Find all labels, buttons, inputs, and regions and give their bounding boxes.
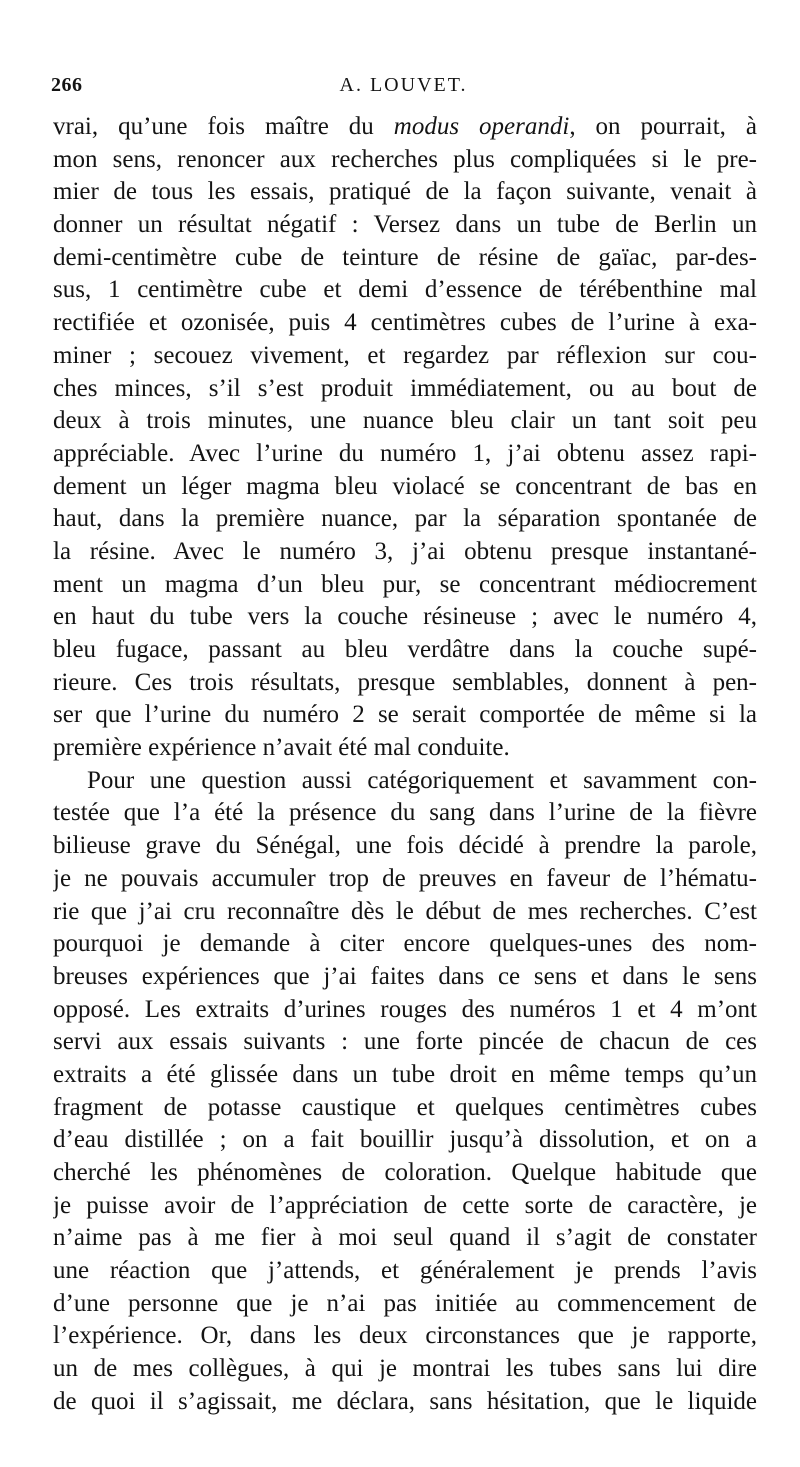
text-line: vrai, qu’une fois maître du modus operandi, on pourrait, à (53, 113, 757, 140)
page-header (51, 74, 756, 104)
text-line: je puisse avoir de l’appréciation de cette sorte de caractère, je (53, 1191, 757, 1219)
text-line: première expérience n’avait été mal conduite. (53, 734, 510, 762)
text-line: servi aux essais suivants : une forte pincée de chacun de ces (53, 1028, 757, 1056)
text-line: sus, 1 centimètre cube et demi d’essence de térébenthine mal (53, 276, 757, 304)
text-line: ser que l’urine du numéro 2 se serait comportée de même si la (53, 701, 757, 729)
text-line: rie que j’ai cru reconnaître dès le début de mes recherches. C’est (53, 897, 757, 925)
paragraph-1 (53, 111, 757, 765)
text-line: d’eau distillée ; on a fait bouillir jusqu’à dissolution, et on a (53, 1126, 757, 1154)
body-text (53, 111, 757, 1419)
text-line: rieure. Ces trois résultats, presque semblables, donnent à pen- (53, 668, 757, 696)
text-line: opposé. Les extraits d’urines rouges des numéros 1 et 4 m’ont (53, 995, 757, 1023)
text-line: n’aime pas à me fier à moi seul quand il s’agit de constater (53, 1224, 757, 1252)
text-line: ches minces, s’il s’est produit immédiatement, ou au bout de (53, 374, 757, 402)
text-line: deux à trois minutes, une nuance bleu clair un tant soit peu (53, 407, 757, 435)
text-line: bilieuse grave du Sénégal, une fois décidé à prendre la parole, (53, 832, 757, 860)
text-line: de quoi il s’agissait, me déclara, sans hésitation, que le liquide (53, 1387, 757, 1415)
paragraph-2 (53, 765, 757, 1419)
text-line: demi-centimètre cube de teinture de résine de gaïac, par-des- (53, 243, 757, 271)
text-line: dement un léger magma bleu violacé se concentrant de bas en (53, 472, 757, 500)
text-line: d’une personne que je n’ai pas initiée au commencement de (53, 1289, 757, 1317)
text-line: ment un magma d’un bleu pur, se concentrant médiocrement (53, 570, 757, 598)
text-line: cherché les phénomènes de coloration. Quelque habitude que (53, 1159, 757, 1186)
text-line: un de mes collègues, à qui je montrai les tubes sans lui dire (53, 1355, 757, 1383)
text-line: l’expérience. Or, dans les deux circonstances que je rapporte, (53, 1322, 757, 1350)
text-line: Pour une question aussi catégoriquement et savamment con- (87, 766, 757, 794)
running-head: A. LOUVET. (339, 74, 468, 96)
text-line: mon sens, renoncer aux recherches plus compliquées si le pre- (53, 145, 757, 173)
text-line: donner un résultat négatif : Versez dans un tube de Berlin un (53, 211, 757, 239)
text-line: fragment de potasse caustique et quelques centimètres cubes (53, 1093, 757, 1121)
page-number: 266 (51, 74, 83, 96)
text-line: pourquoi je demande à citer encore quelques-unes des nom- (53, 930, 757, 958)
text-line: haut, dans la première nuance, par la séparation spontanée de (53, 505, 757, 533)
text-line: une réaction que j’attends, et généralement je prends l’avis (53, 1257, 757, 1285)
text-line: appréciable. Avec l’urine du numéro 1, j’ai obtenu assez rapi- (53, 439, 757, 467)
text-line: mier de tous les essais, pratiqué de la façon suivante, venait à (53, 178, 757, 206)
text-line: breuses expériences que j’ai faites dans ce sens et dans le sens (53, 962, 757, 990)
text-line: extraits a été glissée dans un tube droit en même temps qu’un (53, 1060, 757, 1088)
text-line: la résine. Avec le numéro 3, j’ai obtenu presque instantané- (53, 537, 757, 565)
text-line: rectifiée et ozonisée, puis 4 centimètres cubes de l’urine à exa- (53, 309, 757, 337)
text-line: en haut du tube vers la couche résineuse ; avec le numéro 4, (53, 603, 757, 631)
italic-phrase: modus operandi (393, 113, 570, 140)
text-line: testée que l’a été la présence du sang dans l’urine de la fièvre (53, 799, 757, 827)
text-line: bleu fugace, passant au bleu verdâtre dans la couche supé- (53, 636, 757, 663)
text-line: je ne pouvais accumuler trop de preuves en faveur de l’hématu- (53, 864, 757, 892)
text-line: miner ; secouez vivement, et regardez par réflexion sur cou- (53, 341, 757, 369)
